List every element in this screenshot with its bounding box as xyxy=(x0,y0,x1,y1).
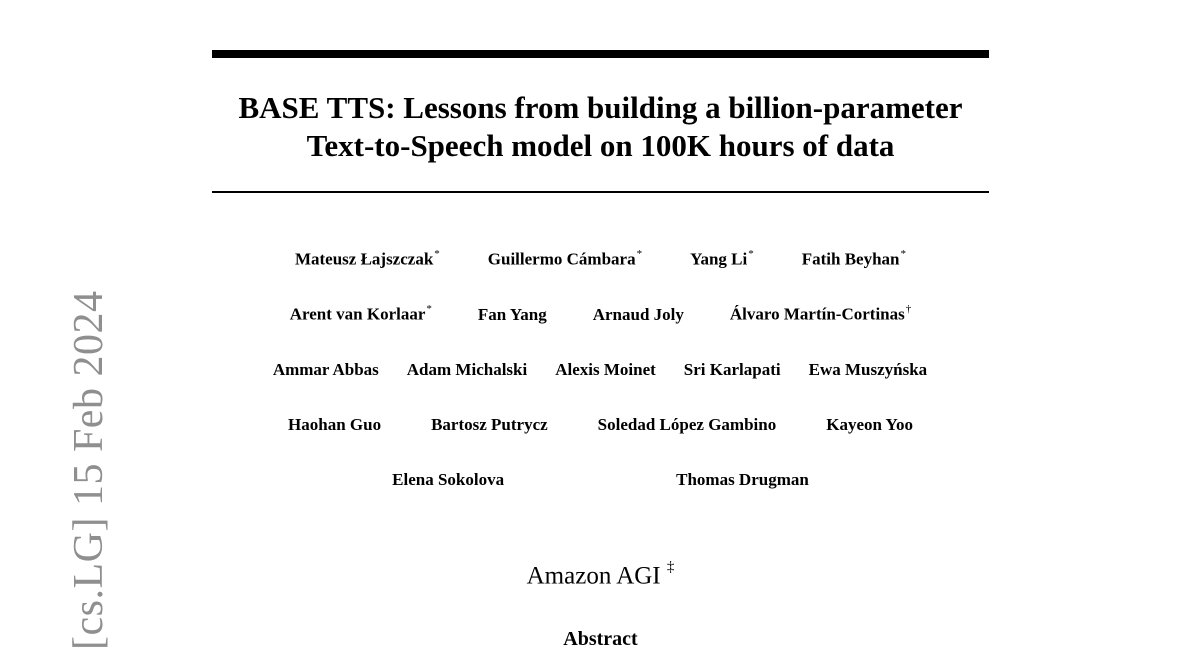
affiliation-mark: ‡ xyxy=(666,559,675,575)
author-bartosz-putrycz: Bartosz Putrycz xyxy=(431,415,548,434)
title-top-rule xyxy=(212,50,989,58)
title-bottom-rule xyxy=(212,191,989,193)
affiliation xyxy=(212,559,989,590)
author-row-2 xyxy=(212,304,989,325)
author-fan-yang: Fan Yang xyxy=(477,304,547,324)
author-elena-sokolova: Elena Sokolova xyxy=(392,470,505,489)
author-ewa-muszynska: Ewa Muszyńska xyxy=(808,360,928,379)
author-alexis-moinet: Alexis Moinet xyxy=(555,360,656,379)
author-row-4 xyxy=(212,415,989,435)
author-thomas-drugman: Thomas Drugman xyxy=(676,470,809,489)
author-row-3 xyxy=(200,360,1000,380)
arxiv-stamp-text: [cs.LG] 15 Feb 2024 xyxy=(66,290,112,650)
arxiv-side-stamp xyxy=(28,290,112,650)
author-yang-li: Yang Li* xyxy=(690,248,754,269)
abstract-heading: Abstract xyxy=(563,628,638,650)
author-adam-michalski: Adam Michalski xyxy=(406,360,528,379)
affiliation-name: Amazon AGI xyxy=(526,562,661,590)
author-sri-karlapati: Sri Karlapati xyxy=(683,360,781,379)
author-kayeon-yoo: Kayeon Yoo xyxy=(826,415,913,434)
title-line-1: BASE TTS: Lessons from building a billion-parameter xyxy=(238,90,963,125)
author-soledad-lopez-gambino: Soledad López Gambino xyxy=(597,415,777,434)
author-row-5 xyxy=(212,470,989,490)
author-arnaud-joly: Arnaud Joly xyxy=(592,304,684,324)
author-guillermo-cambara: Guillermo Cámbara* xyxy=(487,248,643,269)
author-mateusz-lajszczak: Mateusz Łajszczak* xyxy=(294,248,440,269)
author-arent-van-korlaar: Arent van Korlaar* xyxy=(289,303,432,324)
author-haohan-guo: Haohan Guo xyxy=(288,415,382,434)
paper-title xyxy=(212,89,989,165)
author-ammar-abbas: Ammar Abbas xyxy=(272,360,379,379)
author-fatih-beyhan: Fatih Beyhan* xyxy=(801,248,907,269)
author-alvaro-martin-cortinas: Álvaro Martín-Cortinas† xyxy=(729,303,912,324)
title-line-2: Text-to-Speech model on 100K hours of data xyxy=(306,128,895,163)
author-row-1 xyxy=(212,249,989,270)
